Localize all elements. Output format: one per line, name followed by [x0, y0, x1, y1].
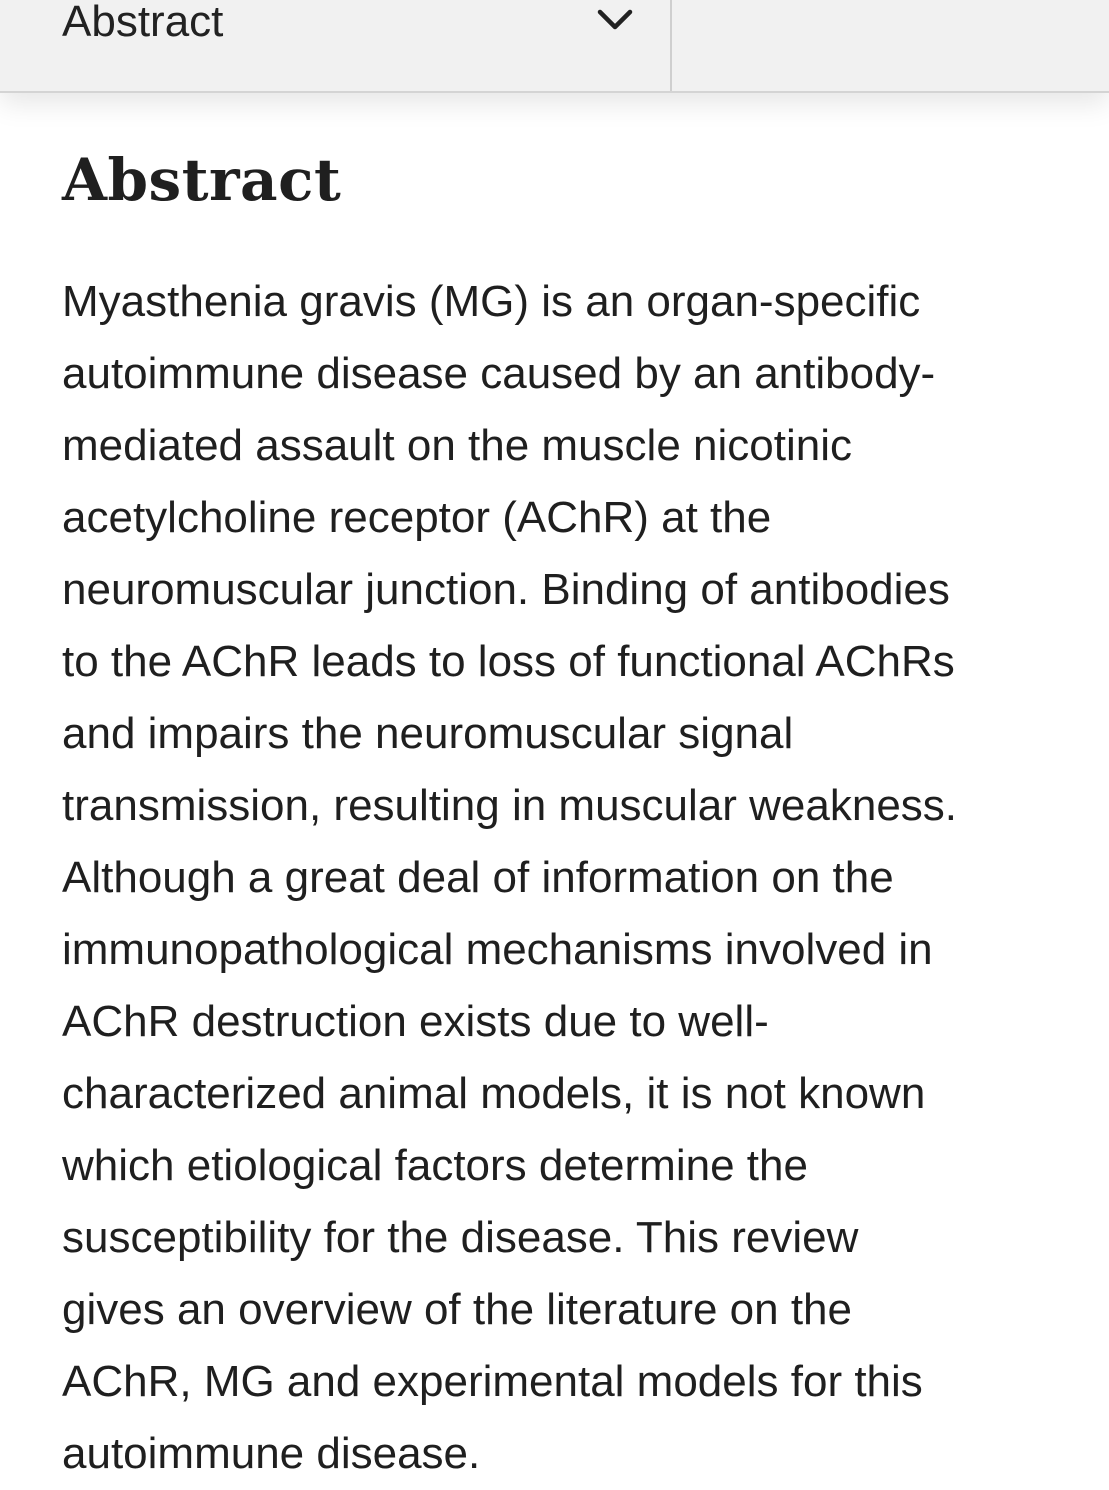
- abstract-line: and impairs the neuromuscular signal: [62, 709, 794, 758]
- abstract-line: autoimmune disease.: [62, 1429, 481, 1478]
- section-nav-bar: [0, 0, 1109, 93]
- abstract-line: characterized animal models, it is not known: [62, 1069, 926, 1118]
- abstract-line: AChR, MG and experimental models for this: [62, 1357, 923, 1406]
- abstract-line: to the AChR leads to loss of functional AChRs: [62, 637, 955, 686]
- section-select-dropdown[interactable]: [0, 0, 672, 91]
- abstract-line: susceptibility for the disease. This review: [62, 1213, 859, 1262]
- chevron-down-icon[interactable]: [596, 6, 634, 34]
- abstract-line: autoimmune disease caused by an antibody-: [62, 349, 936, 398]
- abstract-line: gives an overview of the literature on the: [62, 1285, 853, 1334]
- section-select-label: Abstract: [62, 0, 224, 46]
- abstract-text: [62, 266, 1072, 1490]
- abstract-line: which etiological factors determine the: [62, 1141, 808, 1190]
- abstract-line: Myasthenia gravis (MG) is an organ-specific: [62, 277, 921, 326]
- abstract-section: [62, 140, 1072, 1490]
- abstract-line: transmission, resulting in muscular weakness.: [62, 781, 958, 830]
- abstract-line: immunopathological mechanisms involved in: [62, 925, 933, 974]
- abstract-line: acetylcholine receptor (AChR) at the: [62, 493, 772, 542]
- abstract-heading: Abstract: [62, 146, 342, 214]
- abstract-line: neuromuscular junction. Binding of antibodies: [62, 565, 950, 614]
- abstract-line: mediated assault on the muscle nicotinic: [62, 421, 852, 470]
- abstract-line: Although a great deal of information on the: [62, 853, 894, 902]
- abstract-line: AChR destruction exists due to well-: [62, 997, 769, 1046]
